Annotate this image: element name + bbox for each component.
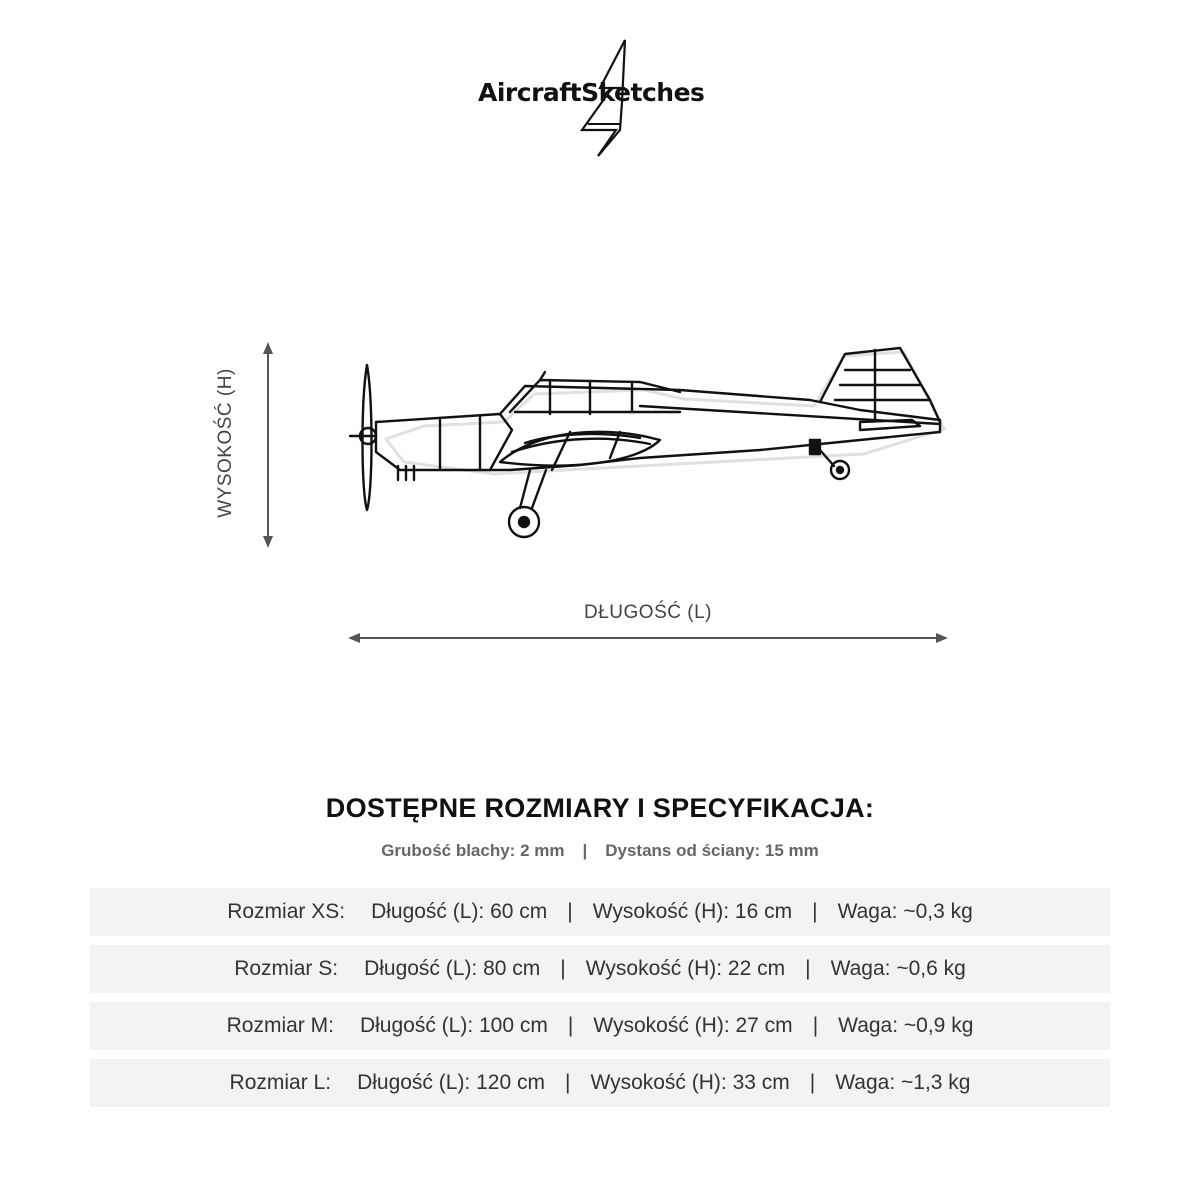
wall-distance: Dystans od ściany: 15 mm: [605, 841, 819, 860]
spec-separator: |: [582, 841, 588, 860]
height-dimension-label: WYSOKOŚĆ (H): [215, 368, 236, 518]
spec-title: DOSTĘPNE ROZMIARY I SPECYFIKACJA:: [325, 793, 875, 823]
logo-text: AircraftSketches: [478, 78, 705, 107]
size-height: Wysokość (H): 33 cm: [590, 1071, 790, 1094]
size-height: Wysokość (H): 27 cm: [593, 1014, 793, 1037]
size-name: Rozmiar M:: [226, 1014, 334, 1037]
aircraft-silhouette: [340, 340, 960, 560]
size-weight: Waga: ~0,9 kg: [838, 1014, 974, 1037]
size-name: Rozmiar S:: [234, 957, 339, 980]
size-weight: Waga: ~1,3 kg: [835, 1071, 971, 1094]
length-dimension-arrow: [346, 628, 950, 648]
row-separator: |: [567, 1014, 574, 1037]
size-table: [90, 888, 1110, 1116]
row-separator: |: [812, 900, 818, 923]
size-name: Rozmiar XS:: [227, 900, 346, 923]
size-row-s: [90, 945, 1110, 993]
row-separator: |: [812, 1014, 819, 1037]
size-length: Długość (L): 80 cm: [364, 957, 541, 980]
size-length: Długość (L): 100 cm: [359, 1014, 548, 1037]
size-height: Wysokość (H): 16 cm: [592, 900, 793, 923]
size-length: Długość (L): 120 cm: [357, 1071, 545, 1094]
size-height: Wysokość (H): 22 cm: [585, 957, 786, 980]
row-separator: |: [809, 1071, 816, 1094]
size-row-xs: [90, 888, 1110, 936]
spec-subtitle: [0, 841, 1200, 861]
size-weight: Waga: ~0,6 kg: [830, 957, 966, 980]
row-separator: |: [560, 957, 566, 980]
size-weight: Waga: ~0,3 kg: [837, 900, 973, 923]
size-row-l: [90, 1059, 1110, 1107]
size-length: Długość (L): 60 cm: [371, 900, 548, 923]
brand-logo: [470, 36, 730, 161]
row-separator: |: [805, 957, 811, 980]
height-dimension-arrow: [256, 340, 280, 550]
size-name: Rozmiar L:: [229, 1071, 332, 1094]
row-separator: |: [564, 1071, 571, 1094]
sheet-thickness: Grubość blachy: 2 mm: [381, 841, 565, 860]
size-row-m: [90, 1002, 1110, 1050]
length-dimension-label: DŁUGOŚĆ (L): [584, 602, 712, 623]
row-separator: |: [567, 900, 573, 923]
